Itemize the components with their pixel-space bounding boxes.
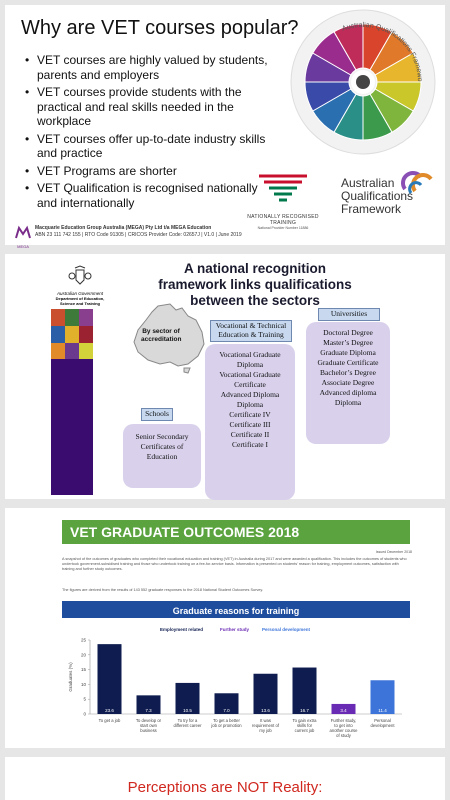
vet-item: Vocational Graduate Diploma — [219, 350, 281, 369]
vet-header: Vocational & Technical Education & Training — [210, 320, 292, 342]
bullet-item: • VET Programs are shorter — [23, 164, 273, 179]
uni-item: Doctoral Degree — [323, 328, 373, 337]
mega-logo — [15, 226, 31, 249]
y-tick-label: 10 — [80, 681, 86, 687]
y-tick-label: 0 — [83, 711, 86, 717]
category-label: To try for a different career — [173, 718, 202, 728]
reasons-bar-chart — [62, 620, 410, 745]
footer-company: Macquarie Education Group Australia (MEGA) Pty Ltd t/a MEGA Education — [35, 225, 212, 231]
bar-value-label: 23.6 — [105, 708, 114, 713]
schools-box — [123, 424, 201, 488]
vet-box — [205, 344, 295, 500]
slide-perceptions — [5, 757, 445, 800]
source-paragraph: The figures are derived from the results of 143 552 graduate responses to the 2018 National Student Outcomes Survey. — [62, 588, 264, 592]
uni-item: Master’s Degree — [323, 338, 373, 347]
y-axis-label: Graduates (%) — [68, 662, 73, 692]
category-label: Further study, to get into another course of study — [329, 718, 358, 738]
colour-mosaic — [51, 309, 93, 359]
vet-item: Advanced Diploma — [220, 390, 280, 399]
intro-paragraph: A snapshot of the outcomes of graduates who completed their vocational education and training (VET) in Australia during 2017 and were awarded a qualification. This includes the outcomes of students who undertook government-subsidised training and those who undertook training on a fee-for-service basis. Information is presented on students' reason for training, employment outcomes, satisfaction with training and further study outcomes. — [62, 557, 407, 571]
uni-item: Graduate Certificate — [317, 358, 379, 367]
bar-value-label: 3.4 — [340, 708, 347, 713]
gov-line: Australian Government — [56, 291, 104, 296]
vet-item: Certificate I — [231, 440, 269, 449]
legend-entry: Further study — [220, 627, 250, 632]
chart-title-bar — [62, 601, 410, 618]
bar — [98, 644, 122, 714]
aqf-wheel-icon — [288, 7, 438, 157]
category-label: It was requirement of my job — [252, 718, 279, 733]
category-label: To get a better job or promotion — [211, 718, 242, 728]
outcomes-banner — [62, 520, 410, 544]
vet-item: Diploma — [236, 400, 264, 409]
coat-of-arms-icon — [67, 266, 93, 286]
slide-recognition-framework — [5, 254, 445, 499]
legend-entry: Employment related — [160, 627, 204, 632]
chart-title: Graduate reasons for training — [172, 606, 300, 616]
bar-value-label: 10.5 — [183, 708, 192, 713]
slide-title: A national recognition framework links qualifications between the sectors — [158, 261, 352, 308]
uni-item: Advanced diploma — [319, 388, 377, 397]
category-label: Personal development — [370, 718, 395, 728]
mega-label: MEGA — [17, 244, 29, 249]
bar-value-label: 16.7 — [300, 708, 309, 713]
aqf-logo — [341, 177, 413, 216]
issued-date: Issued December 2018 — [375, 550, 412, 554]
gov-department: Department of Education, Science and Training — [55, 296, 105, 306]
aqf-swirl-icon — [401, 171, 435, 195]
y-tick-label: 15 — [80, 667, 86, 673]
aqf-line: Framework — [341, 202, 402, 216]
footer-codes: ABN 23 111 742 155 | RTO Code 91305 | CRICOS Provider Code: 02657J | V1.0 | June 2019 — [35, 232, 242, 238]
bar-value-label: 7.3 — [145, 708, 152, 713]
universities-header: Universities — [318, 308, 380, 321]
bullet-list — [23, 53, 273, 213]
schools-item: Senior Secondary Certificates of Education — [135, 432, 189, 461]
mega-m-icon — [15, 227, 31, 239]
aqf-line: Australian — [341, 176, 395, 190]
uni-item: Graduate Diploma — [320, 348, 376, 357]
nrt-label: NATIONALLY RECOGNISED TRAINING — [247, 214, 319, 226]
y-tick-label: 20 — [80, 652, 86, 658]
vet-item: Certificate III — [229, 420, 271, 429]
schools-header: Schools — [141, 408, 173, 421]
bullet-item: • VET courses offer up-to-date industry skills and practice — [23, 132, 273, 161]
uni-item: Associate Degree — [321, 378, 375, 387]
uni-item: Bachelor’s Degree — [320, 368, 376, 377]
category-label: To get a job — [98, 718, 121, 723]
y-tick-label: 5 — [83, 696, 86, 702]
banner-title: VET GRADUATE OUTCOMES 2018 — [70, 524, 300, 540]
bullet-item: • VET Qualification is recognised nationally and internationally — [23, 181, 273, 210]
bar-value-label: 13.6 — [261, 708, 270, 713]
vet-item: Vocational Graduate Certificate — [219, 370, 281, 389]
by-sector-label: By sector of accreditation — [141, 328, 182, 343]
legend-entry: Personal development — [262, 627, 311, 632]
slide-title: Why are VET courses popular? — [21, 17, 299, 39]
bar-value-label: 11.4 — [378, 708, 387, 713]
category-label: To develop or start own business — [135, 718, 162, 733]
vet-item: Certificate II — [230, 430, 270, 439]
uni-item: Diploma — [334, 398, 362, 407]
bar-value-label: 7.0 — [223, 708, 230, 713]
nrt-logo — [237, 173, 329, 230]
slide-footer — [35, 225, 242, 239]
nrt-triangle-icon — [255, 173, 311, 209]
bullet-item: • VET courses are highly valued by students, parents and employers — [23, 53, 273, 82]
category-label: To gain extra skills for current job — [292, 718, 317, 733]
bullet-item: • VET courses provide students with the practical and real skills needed in the workplace — [23, 85, 273, 129]
aqf-line: Qualifications — [341, 189, 414, 203]
wheel-label: Australian Qualifications Framewo — [341, 21, 424, 82]
universities-box — [306, 322, 390, 444]
y-tick-label: 25 — [80, 637, 86, 643]
gov-crest — [50, 266, 110, 306]
slide-graduate-outcomes — [5, 508, 445, 748]
purple-bar — [51, 359, 93, 495]
nrt-provider-number: National Provider Number 11886 — [257, 226, 309, 230]
slide-title: Perceptions are NOT Reality: — [127, 779, 323, 796]
slide-why-vet — [5, 5, 445, 249]
vet-item: Certificate IV — [229, 410, 271, 419]
